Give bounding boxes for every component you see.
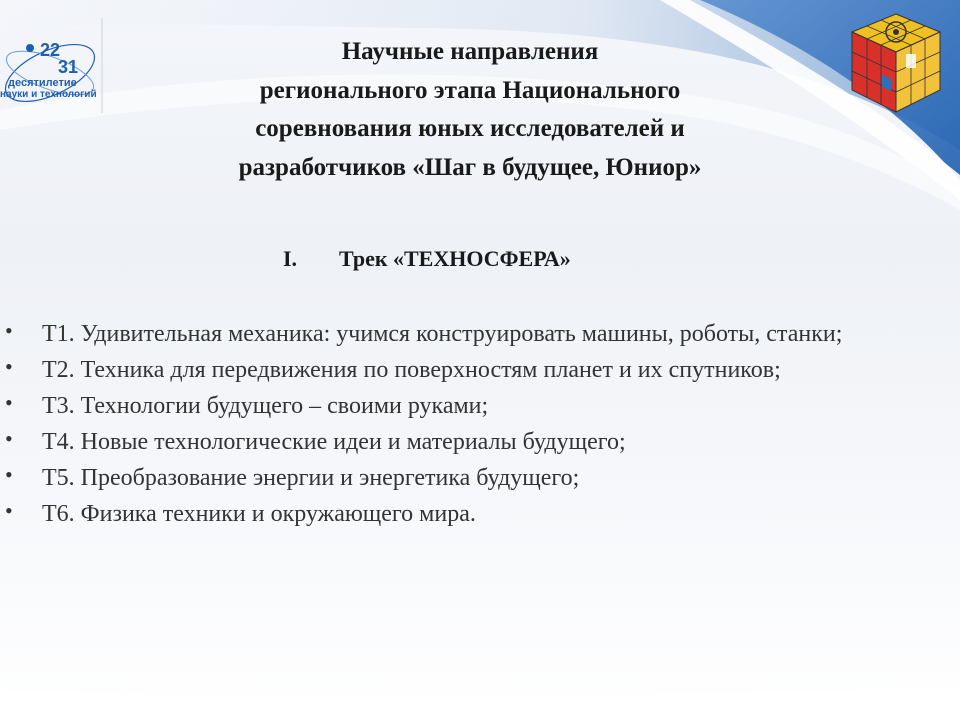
bullet: • [5, 318, 13, 343]
bullet: • [5, 462, 13, 487]
track-title: Трек «ТЕХНОСФЕРА» [339, 246, 571, 271]
list-item [0, 388, 930, 424]
wave-bottom [0, 688, 960, 720]
title-line-2: регионального этапа Национального [259, 76, 681, 104]
logo-bottom-numbers: 31 [58, 57, 79, 77]
title-line-3: соревнования юных исследователей и [255, 115, 685, 142]
list-item [0, 316, 930, 352]
bullet: • [5, 426, 13, 451]
list-item-text: Т2. Техника для передвижения по поверхностям планет и их спутников; [42, 357, 781, 383]
topic-list [0, 316, 930, 532]
bullet: • [5, 354, 13, 379]
logo-top-numbers: 22 [40, 40, 61, 60]
list-item-text: Т5. Преобразование энергии и энергетика будущего; [42, 465, 580, 491]
logo-line2: науки и технологий [0, 89, 97, 100]
cube-logo-icon [846, 10, 946, 116]
title-line-4: разработчиков «Шаг в будущее, Юниор» [238, 153, 702, 181]
track-number: I. [283, 246, 298, 271]
bullet: • [5, 390, 13, 415]
list-item-text: Т4. Новые технологические идеи и материалы будущего; [42, 429, 626, 455]
list-item [0, 460, 930, 496]
list-item [0, 424, 930, 460]
track-heading [283, 246, 571, 272]
list-item [0, 496, 930, 532]
list-item [0, 352, 930, 388]
slide-title [150, 33, 790, 187]
decade-logo [0, 18, 110, 118]
title-line-1: Научные направления [341, 38, 599, 65]
list-item-text: Т1. Удивительная механика: учимся конструировать машины, роботы, станки; [42, 321, 843, 347]
list-item-text: Т6. Физика техники и окружающего мира. [42, 501, 476, 527]
bullet: • [5, 498, 13, 523]
list-item-text: Т3. Технологии будущего – своими руками; [42, 393, 489, 419]
logo-line1: десятилетие [8, 77, 77, 89]
